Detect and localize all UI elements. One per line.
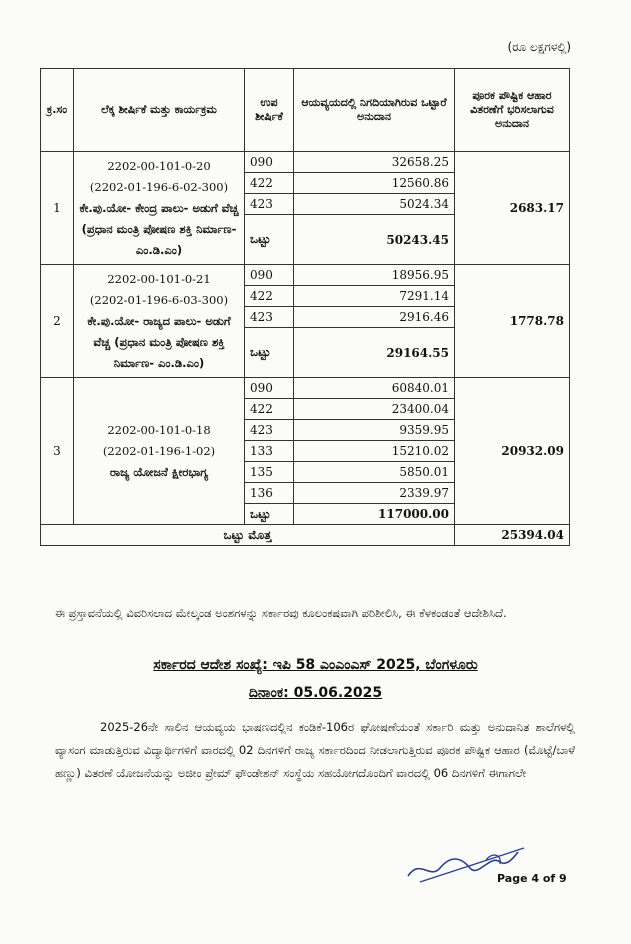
- sub-amount: 2916.46: [294, 307, 455, 328]
- page-number: Page 4 of 9: [497, 872, 567, 885]
- row-head: [74, 152, 245, 265]
- sub-amount: 32658.25: [294, 152, 455, 173]
- header-sl: ಕ್ರ.ಸಂ: [41, 69, 74, 152]
- sub-amount: 18956.95: [294, 265, 455, 286]
- head-code-alt: (2202-01-196-1-02): [102, 443, 216, 458]
- row-sl: 2: [41, 265, 74, 378]
- sub-code: 422: [245, 173, 294, 194]
- table-row: [41, 152, 570, 173]
- sub-code: 136: [245, 483, 294, 504]
- grand-total-row: [41, 525, 570, 546]
- sub-code: 135: [245, 462, 294, 483]
- paragraph-order-body: 2025-26ನೇ ಸಾಲಿನ ಆಯವ್ಯಯ ಭಾಷಣದಲ್ಲಿನ ಕಂಡಿಕೆ-106ರ ಘೋಷಣೆಯಂತೆ ಸರ್ಕಾರಿ ಮತ್ತು ಅನುದಾನಿತ ಶಾಲೆಗಳಲ್ಲಿ ವ್ಯಾಸಂಗ ಮಾಡುತ್ತಿರುವ ವಿದ್ಯಾರ್ಥಿಗಳಿಗೆ ವಾರದಲ್ಲಿ 02 ದಿನಗಳಿಗೆ ರಾಜ್ಯ ಸರ್ಕಾರದಿಂದ ನೀಡಲಾಗುತ್ತಿರುವ ಪೂರಕ ಪೌಷ್ಟಿಕ ಆಹಾರ (ಮೊಟ್ಟೆ/ಬಾಳೆ ಹಣ್ಣು) ವಿತರಣೆ ಯೋಜನೆಯನ್ನು ಅಜೀಂ ಪ್ರೇಮ್ ಫೌಂಡೇಶನ್ ಸಂಸ್ಥೆಯ ಸಹಯೋಗದೊಂದಿಗೆ ವಾರದಲ್ಲಿ 06 ದಿನಗಳಿಗೆ ಈಗಾಗಲೇ: [55, 720, 575, 780]
- sub-code: 133: [245, 441, 294, 462]
- sub-code: 423: [245, 420, 294, 441]
- grand-total-amount: 25394.04: [455, 525, 570, 546]
- header-budget: ಆಯವ್ಯಯದಲ್ಲಿ ನಿಗದಿಯಾಗಿರುವ ಒಟ್ಟಾರೆ ಅನುದಾನ: [294, 69, 455, 152]
- head-code-alt: (2202-01-196-6-03-300): [89, 292, 229, 307]
- grand-total-label: ಒಟ್ಟು ಮೊತ್ತ: [41, 525, 455, 546]
- order-number: ಸರ್ಕಾರದ ಆದೇಶ ಸಂಖ್ಯೆ: ಇಪಿ 58 ಎಂಎಂಎಸ್ 2025, ಬೆಂಗಳೂರು: [153, 657, 478, 673]
- head-desc: ಕೇ.ಪು.ಯೋ- ಕೇಂದ್ರ ಪಾಲು- ಅಡುಗೆ ವೆಚ್ಚ (ಪ್ರಧಾನ ಮಂತ್ರಿ ಪೋಷಣ ಶಕ್ತಿ ನಿರ್ಮಾಣ- ಎಂ.ಡಿ.ಎಂ): [79, 200, 239, 257]
- sub-code: 090: [245, 378, 294, 399]
- sub-code: 090: [245, 265, 294, 286]
- sub-amount: 23400.04: [294, 399, 455, 420]
- paragraph-decision: ಈ ಪ್ರಸ್ತಾವನೆಯಲ್ಲಿ ವಿವರಿಸಲಾದ ಮೇಲ್ಕಂಡ ಅಂಶಗಳನ್ನು ಸರ್ಕಾರವು ಕೂಲಂಕಷವಾಗಿ ಪರಿಶೀಲಿಸಿ, ಈ ಕೆಳಕಂಡಂತೆ ಆದೇಶಿಸಿದೆ.: [55, 606, 507, 620]
- sub-code: 422: [245, 399, 294, 420]
- head-desc: ಕೇ.ಪು.ಯೋ- ರಾಜ್ಯದ ಪಾಲು- ಅಡುಗೆ ವೆಚ್ಚ (ಪ್ರಧಾನ ಮಂತ್ರಿ ಪೋಷಣ ಶಕ್ತಿ ನಿರ್ಮಾಣ- ಎಂ.ಡಿ.ಎಂ): [87, 313, 231, 370]
- header-nutrition: ಪೂರಕ ಪೌಷ್ಟಿಕ ಆಹಾರ ವಿತರಣೆಗೆ ಭರಿಸಲಾಗುವ ಅನುದಾನ: [455, 69, 570, 152]
- table-row: [41, 265, 570, 286]
- table-header-row: [41, 69, 570, 152]
- sub-code: 423: [245, 194, 294, 215]
- row-head: [74, 378, 245, 525]
- sub-amount: 12560.86: [294, 173, 455, 194]
- table-row: [41, 378, 570, 399]
- sub-code: 423: [245, 307, 294, 328]
- total-label: ಒಟ್ಟು: [245, 215, 294, 265]
- sub-code: 422: [245, 286, 294, 307]
- head-code: 2202-00-101-0-21: [107, 271, 211, 286]
- head-desc: ರಾಜ್ಯ ಯೋಜನೆ ಕ್ಷೀರಭಾಗ್ಯ: [109, 464, 209, 479]
- total-amount: 50243.45: [294, 215, 455, 265]
- total-amount: 29164.55: [294, 328, 455, 378]
- header-head: ಲೆಕ್ಕ ಶೀರ್ಷಿಕೆ ಮತ್ತು ಕಾರ್ಯಕ್ರಮ: [74, 69, 245, 152]
- header-sub: ಉಪ ಶೀರ್ಷಿಕೆ: [245, 69, 294, 152]
- unit-note: (ರೂ ಲಕ್ಷಗಳಲ್ಲಿ): [507, 40, 571, 54]
- sub-amount: 2339.97: [294, 483, 455, 504]
- sub-amount: 9359.95: [294, 420, 455, 441]
- sub-amount: 5024.34: [294, 194, 455, 215]
- sub-amount: 5850.01: [294, 462, 455, 483]
- row-sl: 1: [41, 152, 74, 265]
- sub-amount: 15210.02: [294, 441, 455, 462]
- row-head: [74, 265, 245, 378]
- nutrition-amount: 2683.17: [455, 152, 570, 265]
- head-code-alt: (2202-01-196-6-02-300): [89, 179, 229, 194]
- nutrition-amount: 20932.09: [455, 378, 570, 525]
- head-code: 2202-00-101-0-20: [107, 158, 211, 173]
- budget-table: [40, 68, 570, 546]
- total-amount: 117000.00: [294, 504, 455, 525]
- sub-code: 090: [245, 152, 294, 173]
- head-code: 2202-00-101-0-18: [107, 422, 211, 437]
- sub-amount: 60840.01: [294, 378, 455, 399]
- total-label: ಒಟ್ಟು: [245, 504, 294, 525]
- nutrition-amount: 1778.78: [455, 265, 570, 378]
- row-sl: 3: [41, 378, 74, 525]
- order-date: ದಿನಾಂಕ: 05.06.2025: [248, 685, 383, 701]
- total-label: ಒಟ್ಟು: [245, 328, 294, 378]
- sub-amount: 7291.14: [294, 286, 455, 307]
